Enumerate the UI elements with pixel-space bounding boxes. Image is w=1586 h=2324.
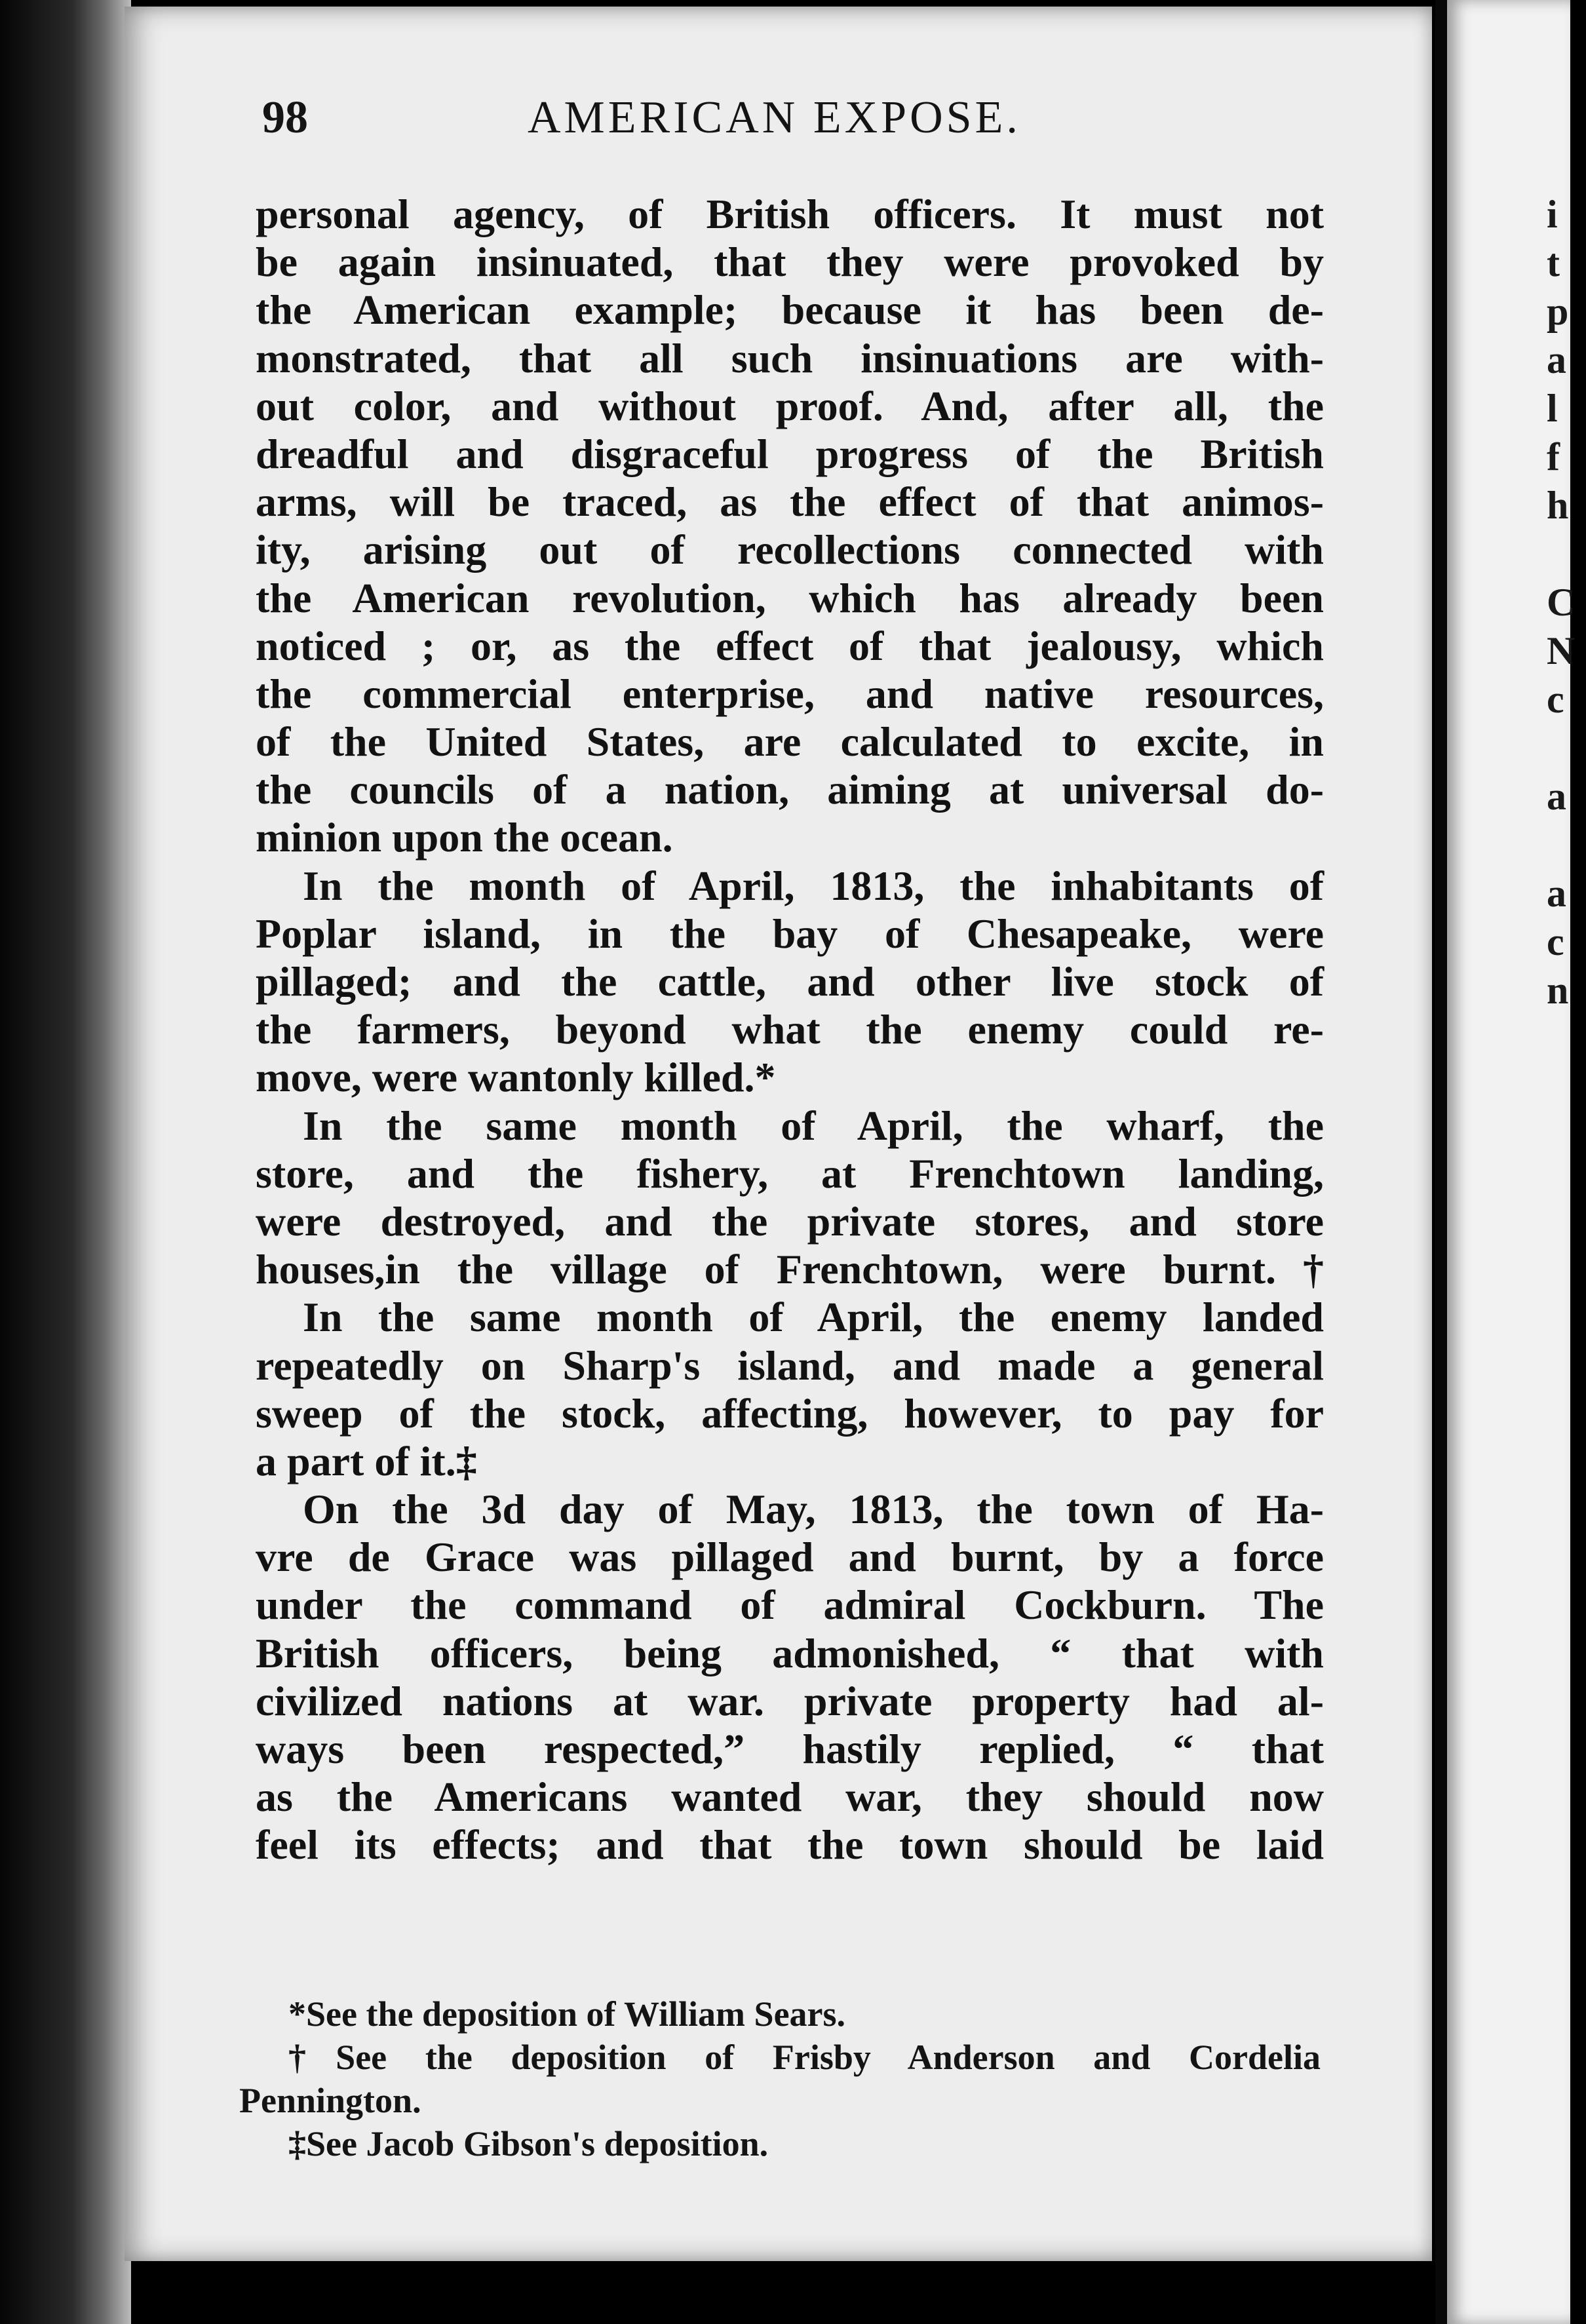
text-line: the farmers, beyond what the enemy could re-	[256, 1006, 1324, 1053]
text-line: ways been respected,” hastily replied, “ that	[256, 1726, 1324, 1772]
fragment	[1547, 530, 1586, 578]
text-line: store, and the fishery, at Frenchtown landing,	[256, 1150, 1324, 1197]
fragment: a	[1547, 775, 1566, 818]
paragraph-first-line: On the 3d day of May, 1813, the town of Ha-	[303, 1486, 1324, 1533]
text-line: dreadful and disgraceful progress of the British	[256, 430, 1324, 477]
body-text	[256, 190, 1324, 1869]
text-line: out color, and without proof. And, after all, the	[256, 382, 1324, 429]
paragraph-first-line: In the month of April, 1813, the inhabitants of	[303, 862, 1324, 909]
fragment	[1547, 724, 1586, 772]
facing-page-text-fragments	[1547, 190, 1586, 1015]
text-line: under the command of admiral Cockburn. The	[256, 1581, 1324, 1629]
text-line: were destroyed, and the private stores, and store	[256, 1197, 1324, 1245]
fragment: t	[1547, 241, 1560, 284]
paragraph-first-line: In the same month of April, the enemy landed	[303, 1294, 1324, 1341]
footnote: ‡See Jacob Gibson's deposition.	[288, 2124, 769, 2163]
text-line: be again insinuated, that they were provoked by	[256, 239, 1324, 286]
text-line: the American example; because it has been de-	[256, 286, 1324, 334]
text-line: personal agency, of British officers. It must not	[256, 191, 1324, 237]
text-line: repeatedly on Sharp's island, and made a general	[256, 1342, 1324, 1389]
text-line: arms, will be traced, as the effect of that animos-	[256, 478, 1324, 526]
fragment: a	[1547, 872, 1566, 915]
text-line: houses,in the village of Frenchtown, were burnt.†	[256, 1246, 1324, 1293]
text-line: minion upon the ocean.	[256, 814, 673, 861]
book-binding-gutter	[0, 0, 131, 2324]
fragment: l	[1547, 387, 1558, 430]
text-line: noticed ; or, as the effect of that jealousy, which	[256, 622, 1324, 669]
text-line: sweep of the stock, affecting, however, to pay for	[256, 1389, 1324, 1437]
fragment: i	[1547, 193, 1558, 236]
text-line: feel its effects; and that the town should be laid	[256, 1821, 1324, 1869]
text-line: monstrated, that all such insinuations are with-	[256, 334, 1324, 381]
text-line: Poplar island, in the bay of Chesapeake, were	[256, 910, 1324, 957]
text-line: a part of it.‡	[256, 1437, 477, 1484]
page-header	[262, 92, 1311, 151]
text-line: civilized nations at war. private property had al-	[256, 1677, 1324, 1724]
fragment: f	[1547, 435, 1560, 478]
fragment: h	[1547, 484, 1569, 527]
text-line: the commercial enterprise, and native resources,	[256, 670, 1324, 717]
text-line: British officers, being admonished, “ that with	[256, 1629, 1324, 1676]
paragraph-first-line: In the same month of April, the wharf, the	[303, 1102, 1324, 1149]
text-line: vre de Grace was pillaged and burnt, by a force	[256, 1534, 1324, 1581]
text-line: pillaged; and the cattle, and other live stock of	[256, 958, 1324, 1005]
fragment: N	[1547, 629, 1576, 672]
text-line: the American revolution, which has already been	[256, 574, 1324, 621]
fragment: c	[1547, 678, 1564, 721]
footnote: *See the deposition of William Sears.	[288, 1994, 846, 2034]
running-head: AMERICAN EXPOSE.	[528, 92, 1021, 143]
text-line: ity, arising out of recollections connected with	[256, 526, 1324, 573]
fragment	[1547, 821, 1586, 869]
fragment: p	[1547, 290, 1569, 333]
fragment: a	[1547, 338, 1566, 381]
fragment: C	[1547, 581, 1576, 624]
footnote-continuation: Pennington.	[239, 2081, 421, 2120]
page-divider	[1435, 0, 1448, 2324]
fragment: c	[1547, 920, 1564, 963]
text-line: the councils of a nation, aiming at universal do-	[256, 766, 1324, 813]
text-line: move, were wantonly killed.*	[256, 1054, 776, 1101]
footnote: †See the deposition of Frisby Anderson and Cordelia	[288, 2038, 1321, 2077]
page-number: 98	[262, 92, 308, 143]
footnotes	[239, 1992, 1321, 2165]
fragment: n	[1547, 969, 1569, 1012]
text-line: as the Americans wanted war, they should now	[256, 1773, 1324, 1821]
text-line: of the United States, are calculated to excite, in	[256, 718, 1324, 765]
